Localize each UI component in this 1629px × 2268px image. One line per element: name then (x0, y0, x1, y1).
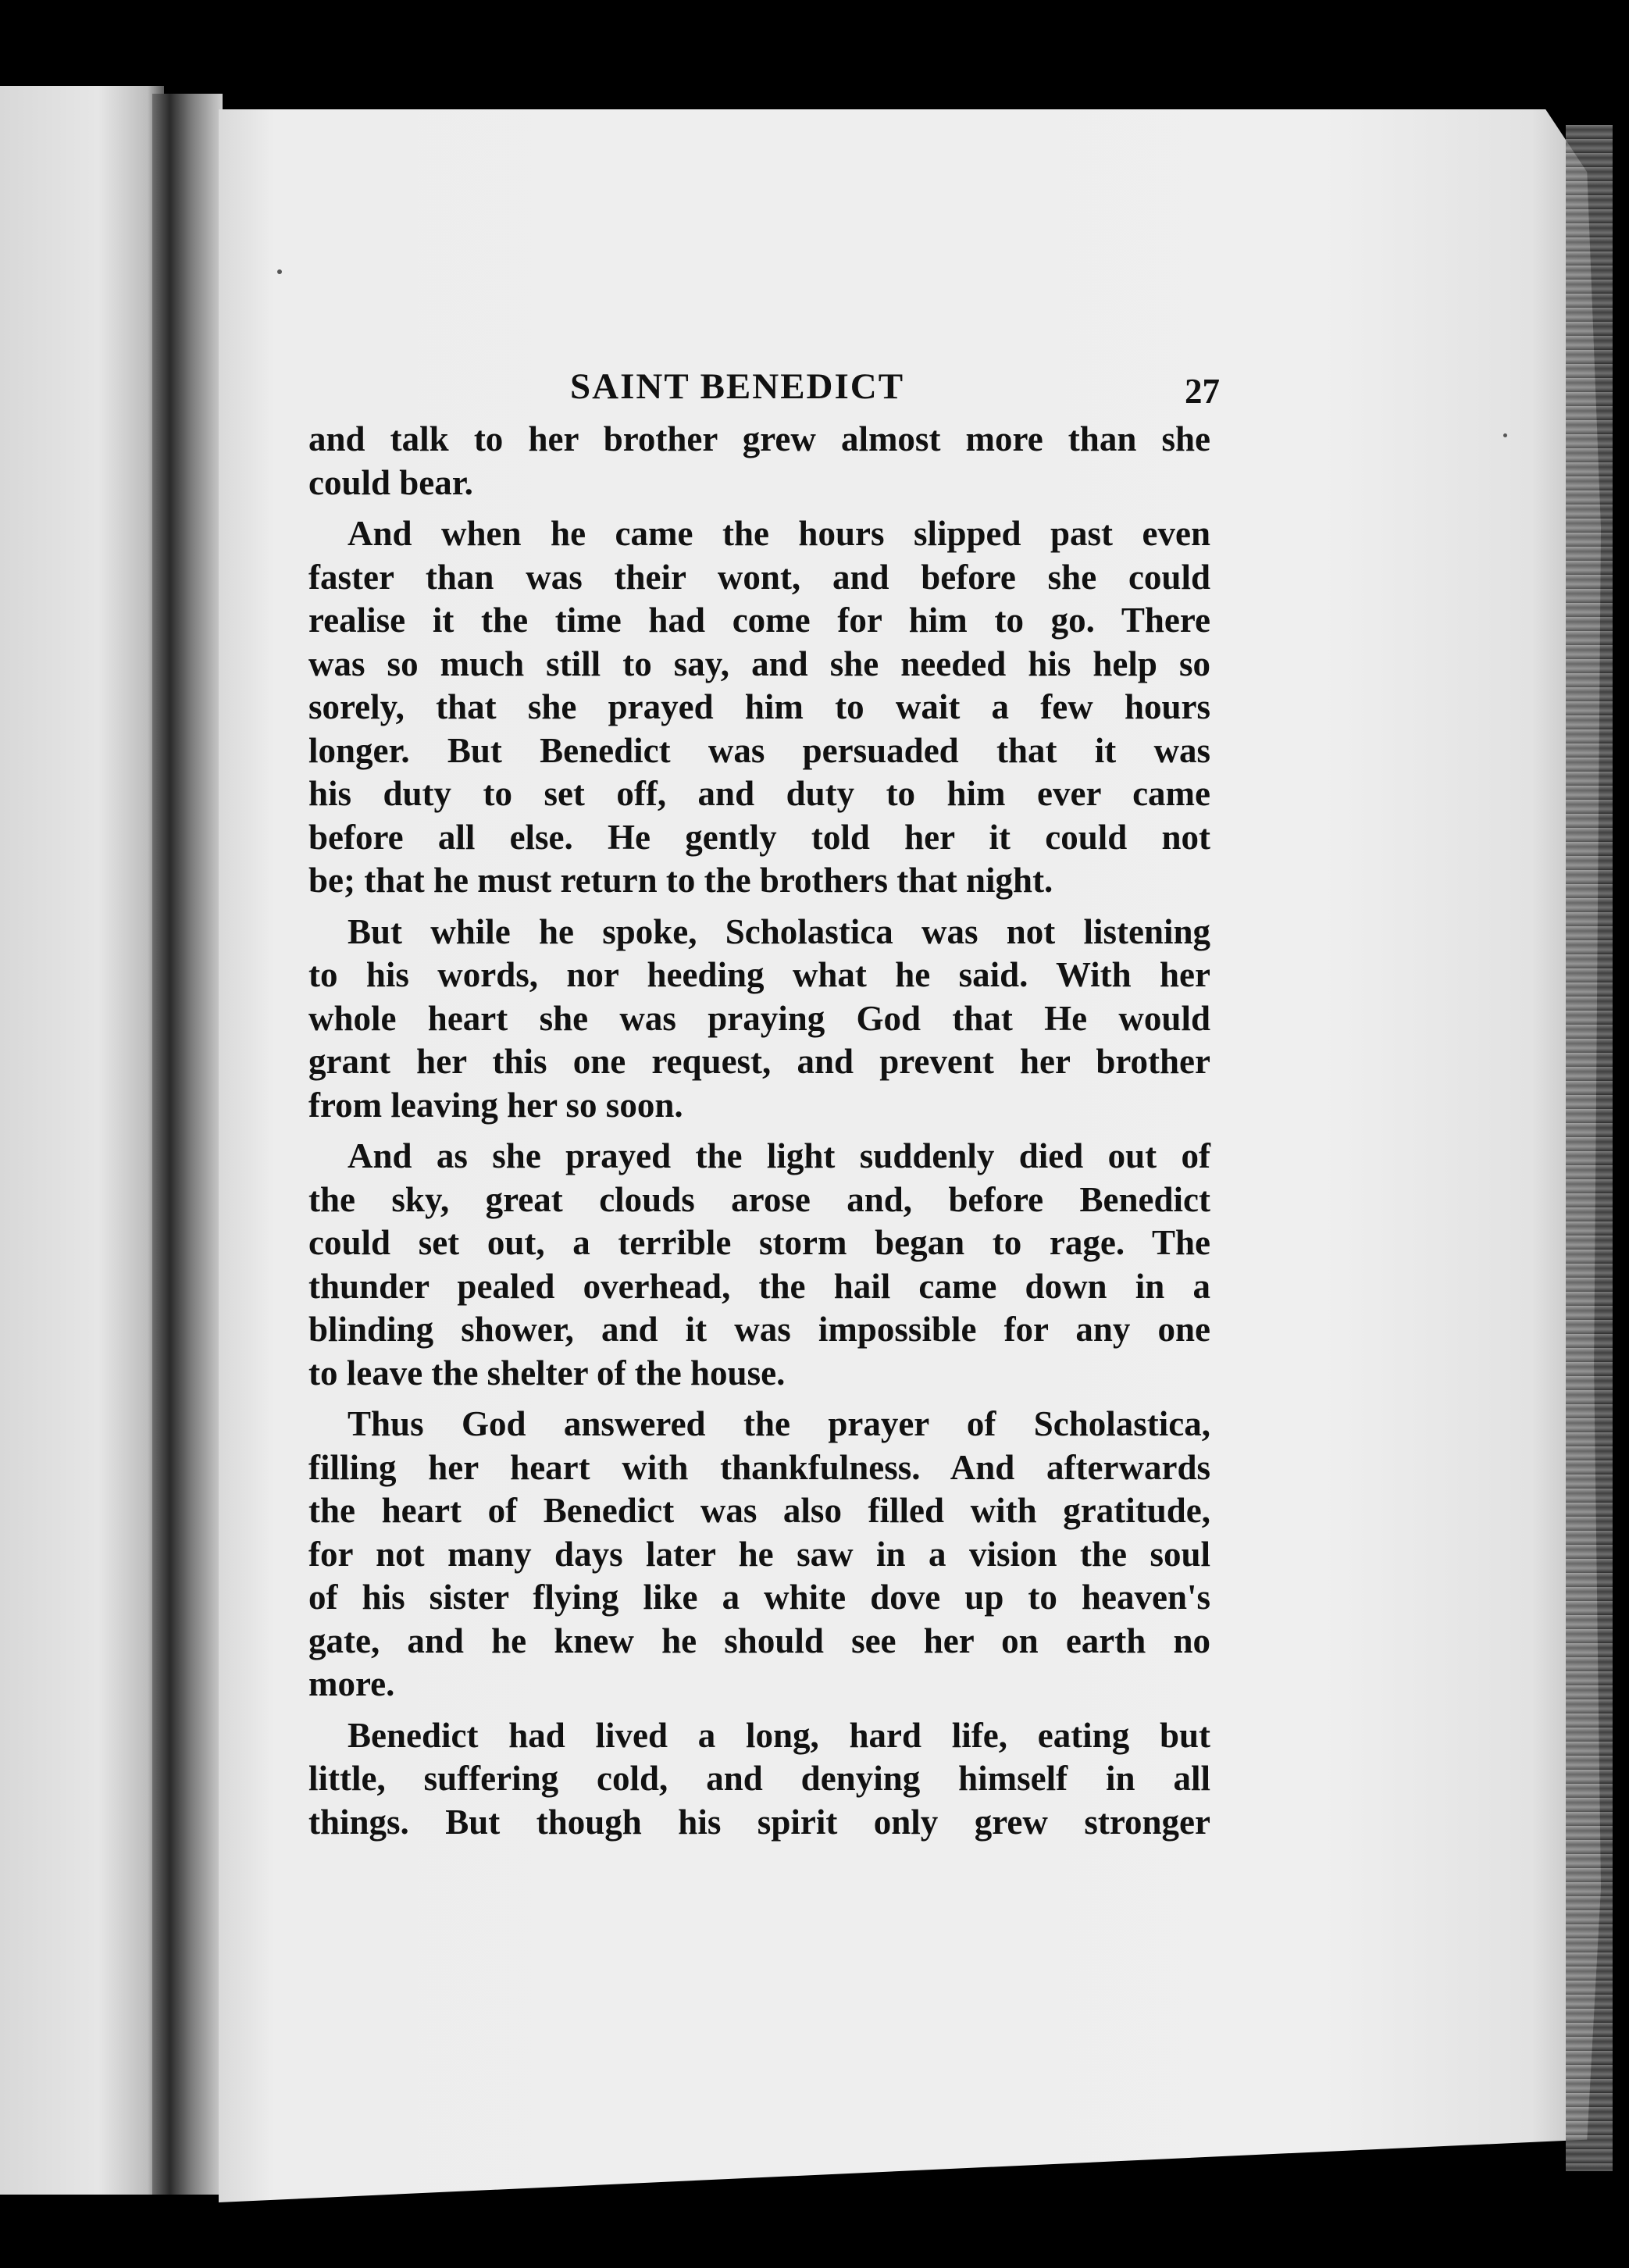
text-line: of his sister flying like a white dove up to heaven's (308, 1578, 1210, 1617)
text-line: to his words, nor heeding what he said. With her (308, 955, 1210, 994)
running-title: SAINT BENEDICT (570, 366, 905, 407)
text-line: grant her this one request, and prevent her brother (308, 1042, 1210, 1081)
text-line: But while he spoke, Scholastica was not listening (348, 911, 1210, 951)
text-line: from leaving her so soon. (308, 1085, 683, 1125)
paragraph (308, 1714, 1210, 1845)
paragraph (308, 1135, 1210, 1395)
paragraph (308, 911, 1210, 1128)
text-line: for not many days later he saw in a vision the soul (308, 1534, 1210, 1574)
text-line: was so much still to say, and she needed his help so (308, 644, 1210, 683)
paragraph (308, 1403, 1210, 1706)
text-line: realise it the time had come for him to go. There (308, 601, 1210, 640)
text-line: whole heart she was praying God that He would (308, 998, 1210, 1038)
text-line: little, suffering cold, and denying himself in all (308, 1759, 1210, 1798)
text-line: thunder pealed overhead, the hail came down in a (308, 1266, 1210, 1306)
text-line: sorely, that she prayed him to wait a few hours (308, 687, 1210, 726)
page-number: 27 (1185, 372, 1220, 411)
text-line: faster than was their wont, and before she could (308, 557, 1210, 597)
page-text (308, 355, 1220, 1852)
book-gutter (152, 94, 223, 2195)
text-line: Thus God answered the prayer of Scholastica, (348, 1404, 1210, 1443)
text-line: filling her heart with thankfulness. And afterwards (308, 1447, 1210, 1487)
text-line: and talk to her brother grew almost more than she (308, 419, 1210, 458)
text-line: And as she prayed the light suddenly died out of (348, 1136, 1210, 1175)
dust-speck (1503, 433, 1507, 437)
text-line: things. But though his spirit only grew stronger (308, 1802, 1210, 1842)
running-head (344, 355, 1220, 418)
dust-speck (277, 269, 282, 274)
paragraph (308, 418, 1210, 505)
text-line: the heart of Benedict was also filled with gratitude, (308, 1491, 1210, 1530)
text-line: be; that he must return to the brothers that night. (308, 861, 1053, 900)
text-line: could bear. (308, 462, 473, 502)
text-line: blinding shower, and it was impossible for any one (308, 1310, 1210, 1349)
text-line: more. (308, 1664, 395, 1703)
text-line: his duty to set off, and duty to him ever came (308, 774, 1210, 813)
left-page-edge (0, 86, 164, 2195)
page-stack-edge (1566, 125, 1613, 2171)
text-line: longer. But Benedict was persuaded that it was (308, 730, 1210, 770)
text-line: to leave the shelter of the house. (308, 1353, 786, 1393)
paragraph (308, 512, 1210, 903)
text-line: the sky, great clouds arose and, before Benedict (308, 1179, 1210, 1219)
text-line: before all else. He gently told her it could not (308, 817, 1210, 857)
text-line: could set out, a terrible storm began to rage. The (308, 1223, 1210, 1262)
text-line: Benedict had lived a long, hard life, eating but (348, 1715, 1210, 1755)
text-line: gate, and he knew he should see her on earth no (308, 1621, 1210, 1660)
text-line: And when he came the hours slipped past even (348, 514, 1210, 553)
